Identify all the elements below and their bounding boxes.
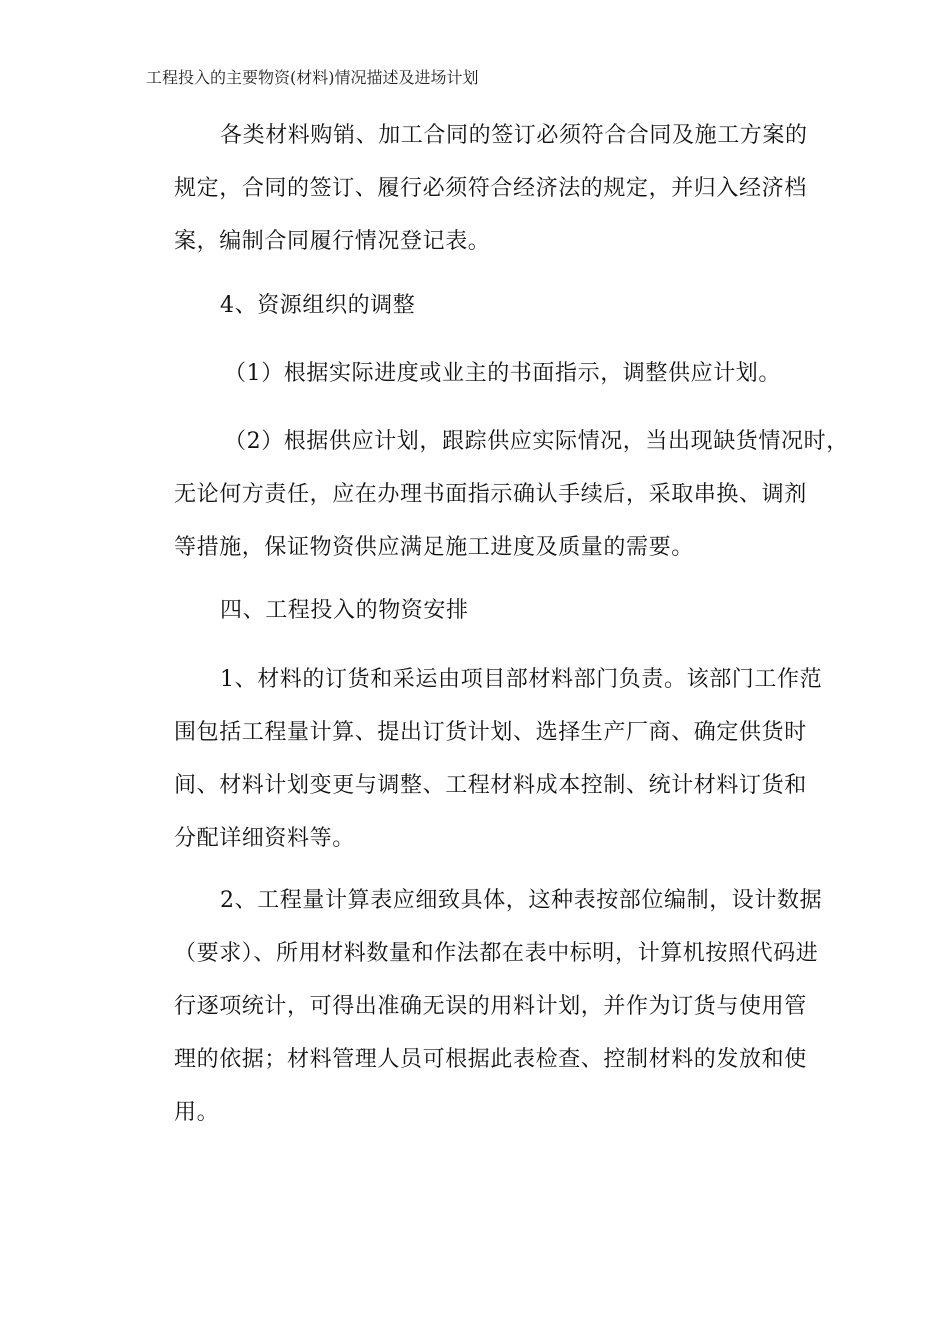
heading-material-arrangement xyxy=(174,584,814,637)
text-line: 案，编制合同履行情况登记表。 xyxy=(174,229,491,254)
text-line: 用。 xyxy=(174,1100,220,1125)
text-line: 各类材料购销、加工合同的签订必须符合合同及施工方案的 xyxy=(220,123,808,148)
paragraph-item-2 xyxy=(174,415,849,574)
paragraph-ordering xyxy=(174,653,823,865)
paragraph-contract-signing xyxy=(174,109,814,268)
section-heading: 4、资源组织的调整 xyxy=(220,293,416,318)
heading-resource-adjustment xyxy=(174,279,814,332)
text-line: 无论何方责任，应在办理书面指示确认手续后，采取串换、调剂 xyxy=(174,482,807,507)
text-line: 分配详细资料等。 xyxy=(174,826,355,851)
paragraph-item-1 xyxy=(174,347,814,400)
text-line: 1、材料的订货和采运由项目部材料部门负责。该部门工作范 xyxy=(220,667,823,692)
page-header: 工程投入的主要物资(材料)情况描述及进场计划 xyxy=(146,68,479,87)
text-line: 围包括工程量计算、提出订货计划、选择生产厂商、确定供货时 xyxy=(174,720,807,745)
text-line: 行逐项统计，可得出准确无误的用料计划，并作为订货与使用管 xyxy=(174,994,807,1019)
text-line: 2、工程量计算表应细致具体，这种表按部位编制，设计数据 xyxy=(220,888,823,913)
section-heading: 四、工程投入的物资安排 xyxy=(220,598,469,623)
paragraph-quantity-table xyxy=(174,874,823,1139)
text-line: （1）根据实际进度或业主的书面指示，调整供应计划。 xyxy=(224,361,781,386)
text-line: （2）根据供应计划，跟踪供应实际情况，当出现缺货情况时， xyxy=(224,429,849,454)
text-line: 规定，合同的签订、履行必须符合经济法的规定，并归入经济档 xyxy=(174,176,807,201)
text-line: 理的依据；材料管理人员可根据此表检查、控制材料的发放和使 xyxy=(174,1047,807,1072)
text-line: 间、材料计划变更与调整、工程材料成本控制、统计材料订货和 xyxy=(174,773,807,798)
text-line: （要求）、所用材料数量和作法都在表中标明，计算机按照代码进 xyxy=(174,941,819,966)
text-line: 等措施，保证物资供应满足施工进度及质量的需要。 xyxy=(174,535,694,560)
